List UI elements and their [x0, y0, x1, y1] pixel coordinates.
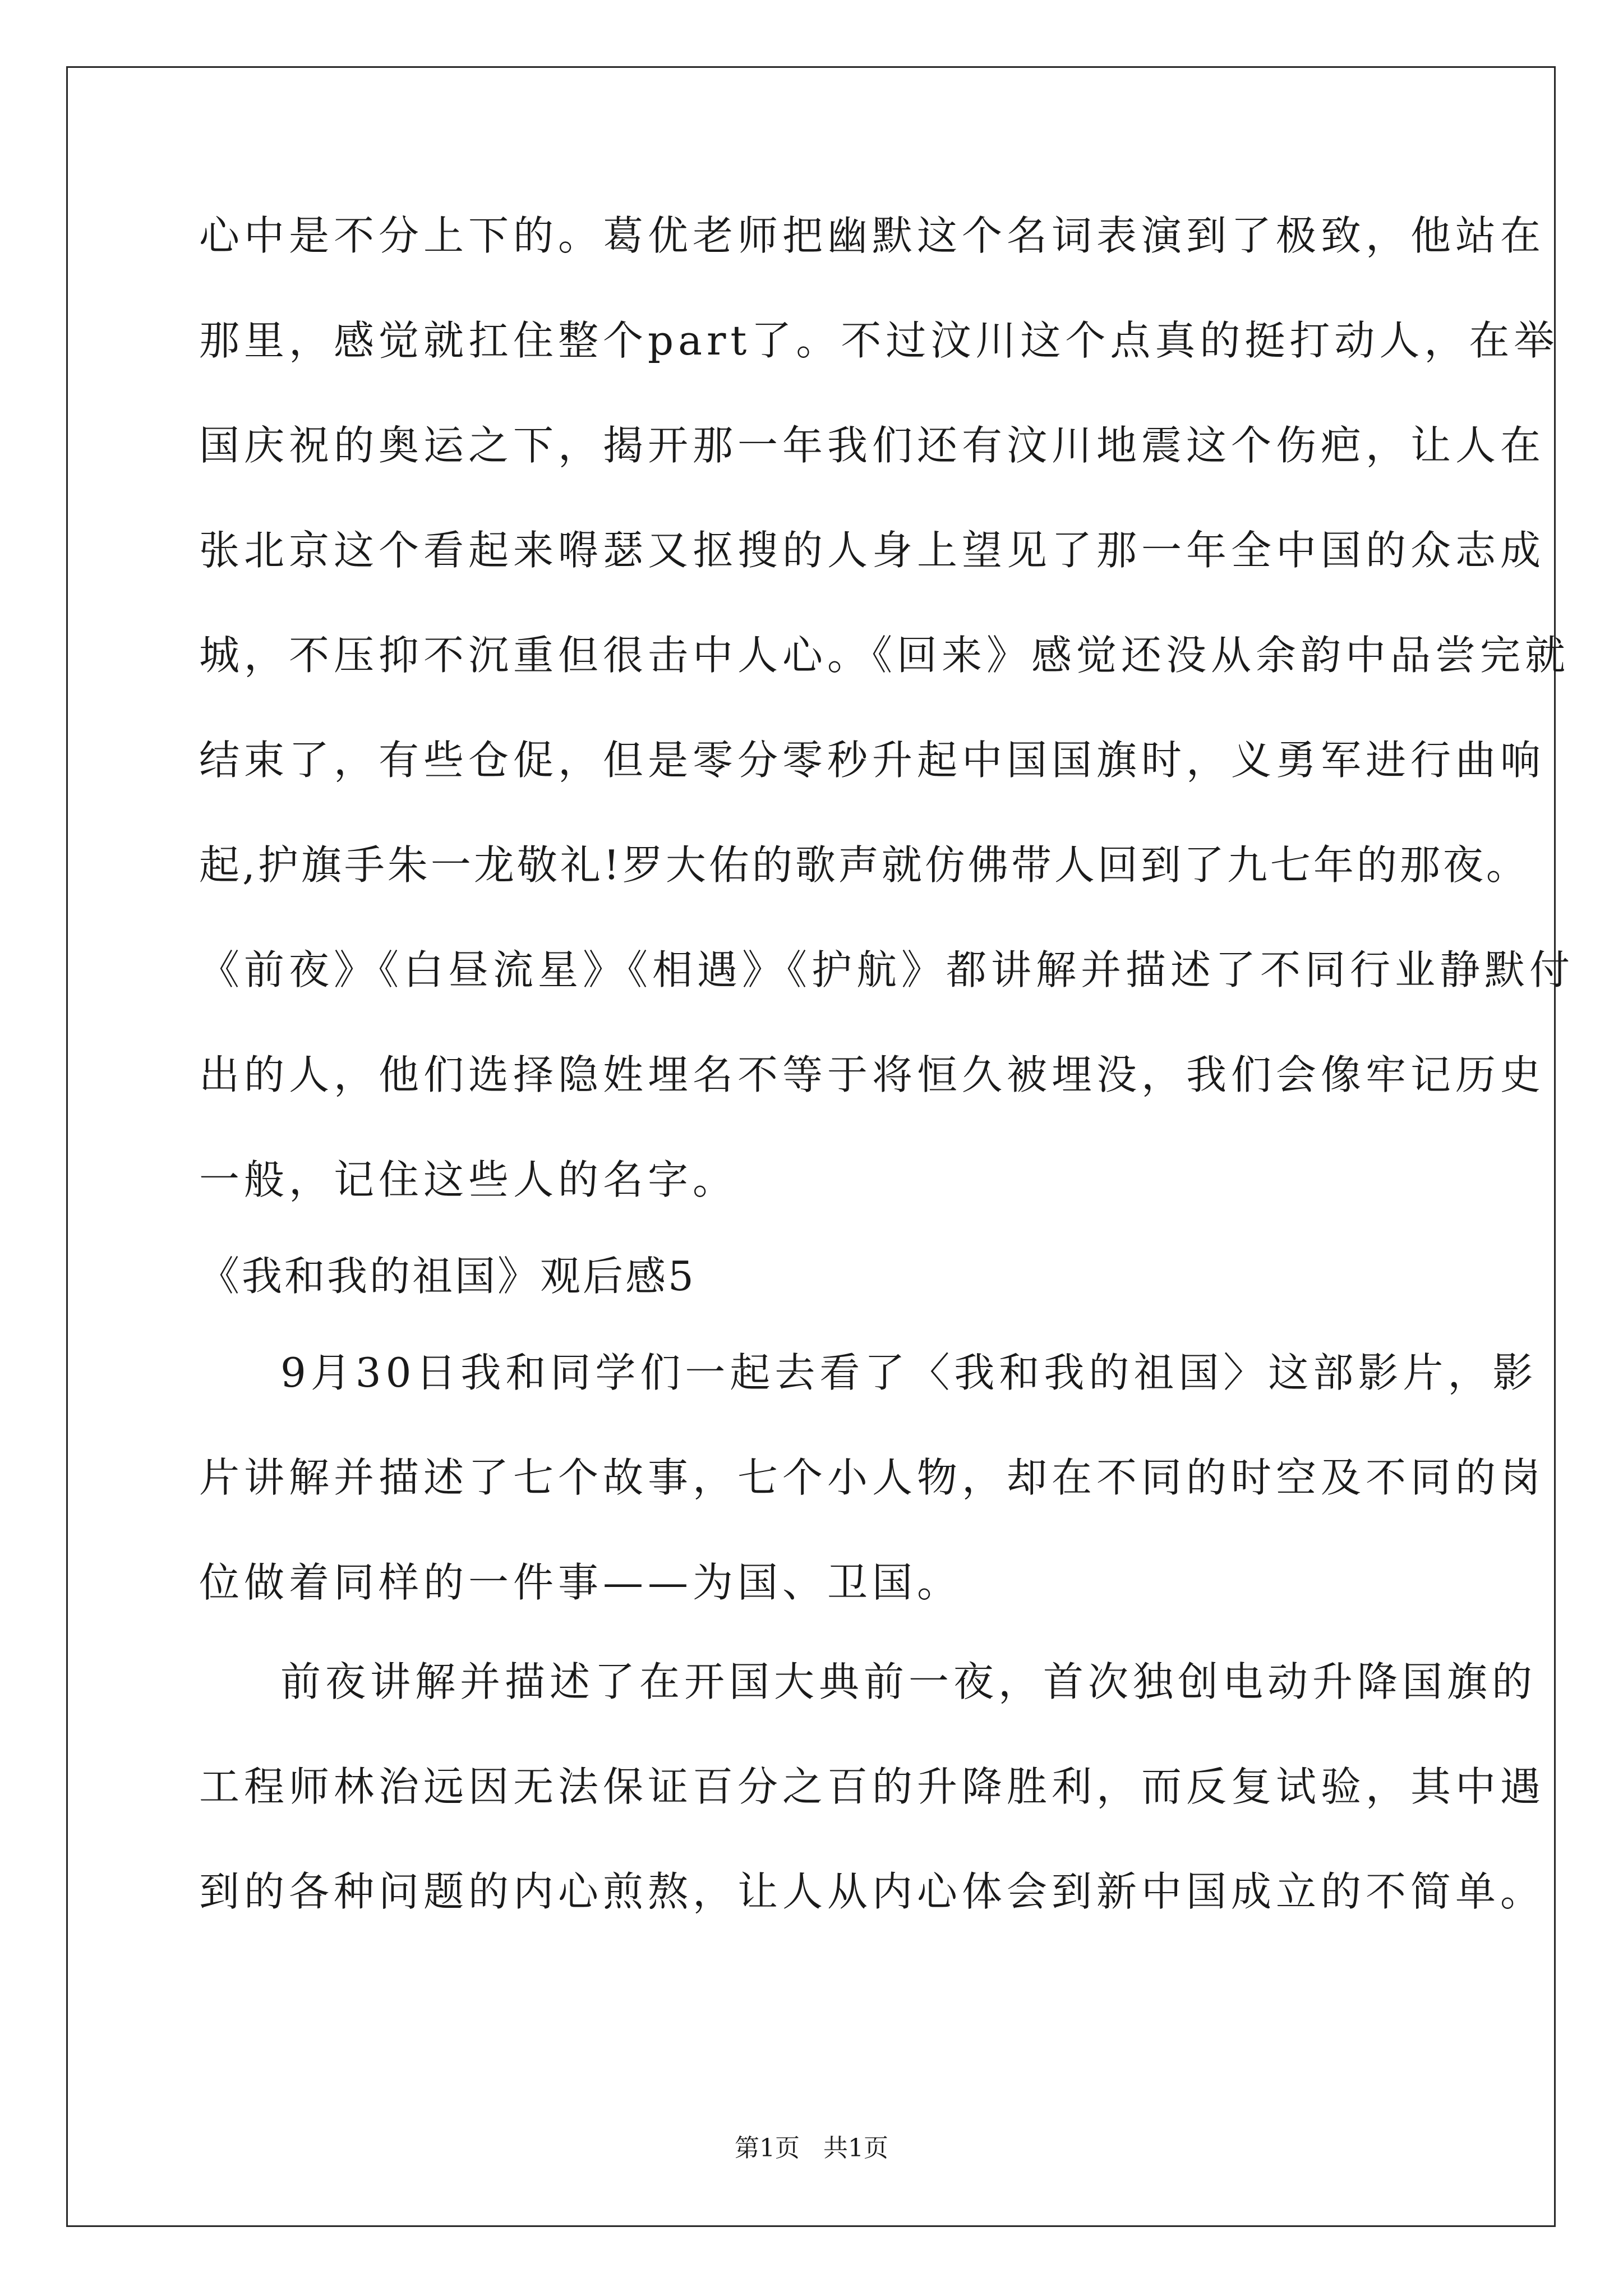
page-footer: 第1页 共1页: [735, 2134, 888, 2162]
paragraph-line: 张北京这个看起来嘚瑟又抠搜的人身上望见了那一年全中国的众志成: [199, 527, 1546, 574]
paragraph-line: 出的人，他们选择隐姓埋名不等于将恒久被埋没，我们会像牢记历史: [199, 1051, 1546, 1098]
paragraph-line: 城，不压抑不沉重但很击中人心。《回来》感觉还没从余韵中品尝完就: [199, 632, 1570, 679]
paragraph-line: 《前夜》《白昼流星》《相遇》《护航》都讲解并描述了不同行业静默付: [199, 946, 1575, 993]
paragraph-line: 前夜讲解并描述了在开国大典前一夜，首次独创电动升降国旗的: [280, 1658, 1537, 1705]
paragraph-line: 工程师林治远因无法保证百分之百的升降胜利，而反复试验，其中遇: [199, 1763, 1546, 1810]
paragraph-line: 那里，感觉就扛住整个part了。不过汶川这个点真的挺打动人，在举: [199, 317, 1559, 364]
paragraph-line: 到的各种问题的内心煎熬，让人从内心体会到新中国成立的不简单。: [199, 1868, 1546, 1915]
paragraph-line: 起,护旗手朱一龙敬礼!罗大佑的歌声就仿佛带人回到了九七年的那夜。: [199, 841, 1529, 889]
paragraph-line: 片讲解并描述了七个故事，七个小人物，却在不同的时空及不同的岗: [199, 1454, 1546, 1501]
paragraph-line: 一般，记住这些人的名字。: [199, 1156, 738, 1203]
paragraph-line: 9月30日我和同学们一起去看了〈我和我的祖国〉这部影片，影: [280, 1349, 1538, 1396]
paragraph-line: 位做着同样的一件事——为国、卫国。: [199, 1559, 962, 1606]
paragraph-line: 国庆祝的奥运之下，揭开那一年我们还有汶川地震这个伤疤，让人在: [199, 422, 1546, 469]
paragraph-line: 心中是不分上下的。葛优老师把幽默这个名词表演到了极致，他站在: [199, 212, 1546, 259]
paragraph-line: 结束了，有些仓促，但是零分零秒升起中国国旗时，义勇军进行曲响: [199, 737, 1546, 784]
section-heading: 《我和我的祖国》观后感5: [199, 1253, 696, 1300]
